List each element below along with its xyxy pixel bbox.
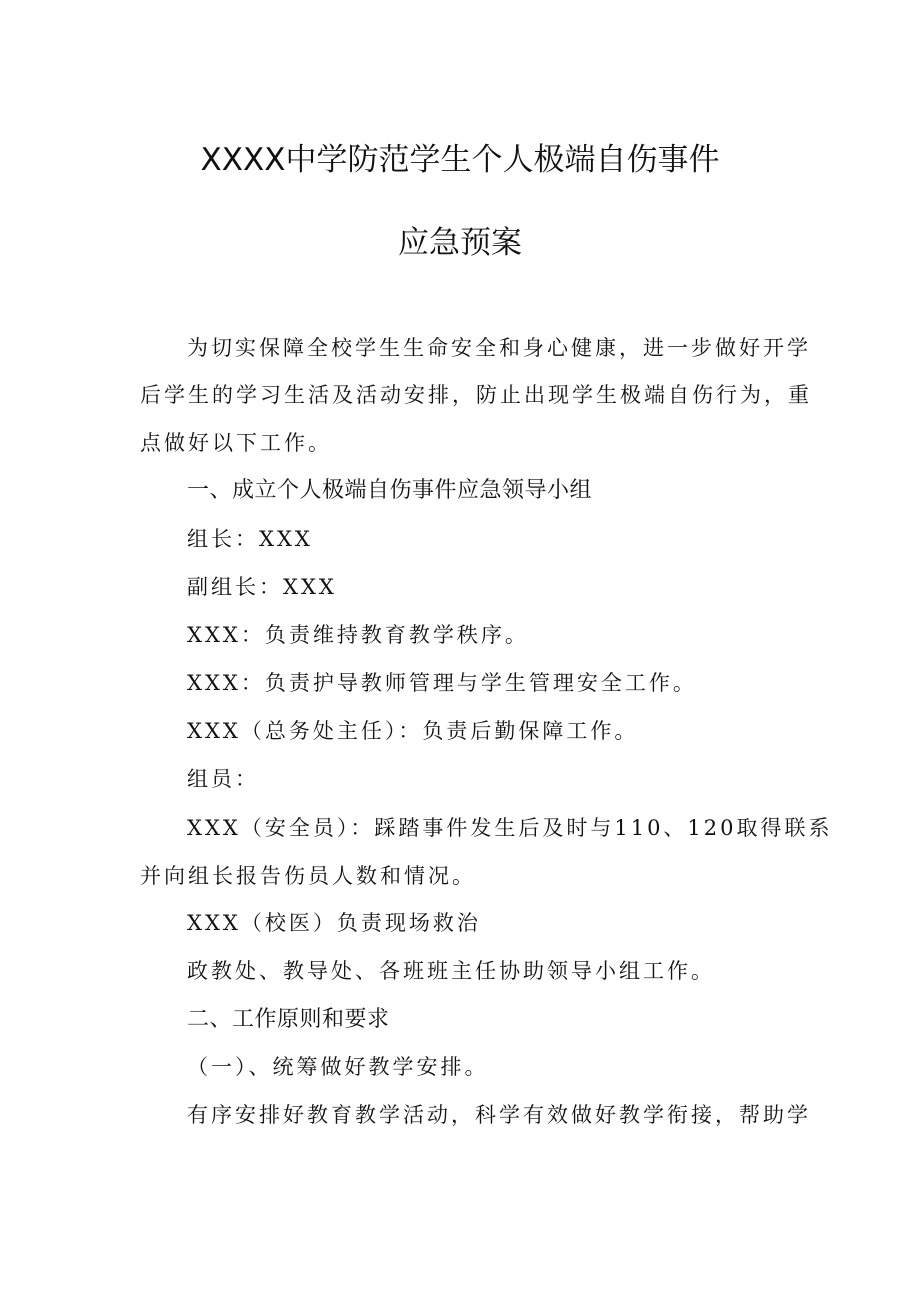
leader-line: 组长：XXX [187,527,313,551]
doctor-line: XXX（校医）负责现场救治 [187,911,481,935]
member2-line: XXX：负责护导教师管理与学生管理安全工作。 [187,671,697,695]
member3-line: XXX（总务处主任）：负责后勤保障工作。 [187,719,639,743]
section2-heading: 二、工作原则和要求 [187,1007,390,1032]
section1-heading: 一、成立个人极端自伤事件应急领导小组 [187,478,593,503]
section2-para1-line1: 有序安排好教育教学活动，科学有效做好教学衔接，帮助学 [187,1103,811,1127]
members-label: 组员： [187,767,259,791]
section2-sub1: （一）、统筹做好教学安排。 [187,1055,489,1079]
document-title-line1: XXXX中学防范学生个人极端自伤事件 [200,142,720,178]
member1-line: XXX：负责维持教育教学秩序。 [187,623,529,647]
assist-line: 政教处、教导处、各班班主任协助领导小组工作。 [187,959,715,983]
safety-line2: 并向组长报告伤员人数和情况。 [140,864,476,888]
deputy-line: 副组长：XXX [187,575,337,599]
document-title-line2: 应急预案 [398,225,522,261]
safety-line1: XXX（安全员）：踩踏事件发生后及时与110、120取得联系 [187,816,833,840]
intro-line1: 为切实保障全校学生生命安全和身心健康，进一步做好开学 [187,336,811,360]
intro-line2: 后学生的学习生活及活动安排，防止出现学生极端自伤行为，重 [140,383,812,407]
intro-line3: 点做好以下工作。 [140,431,332,455]
